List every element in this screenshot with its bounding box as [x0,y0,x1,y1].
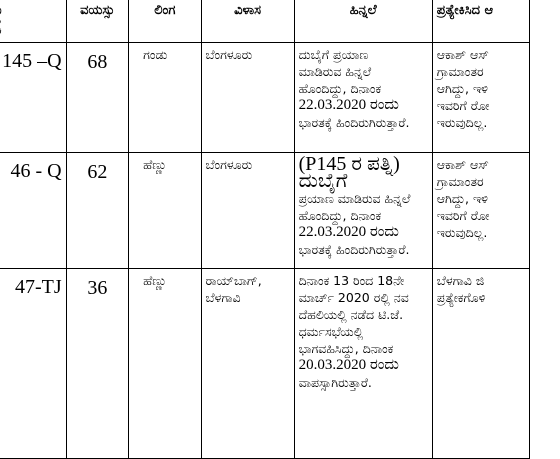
address-line: ಬೆಂಗಳೂರು [205,157,253,172]
address-line: ಬೆಂಗಳೂರು [205,47,253,62]
history-line: ಭಾರತಕ್ಕೆ ಹಿಂದಿರುಗಿರುತ್ತಾರೆ. [298,115,410,130]
history-line: (P145 ರ ಪತ್ನಿ) ದುಬೈಗೆ [298,153,400,192]
header-address: ವಿಳಾಸ [201,0,294,43]
history-line: ಹೊಂದಿದ್ದು, ದಿನಾಂಕ [298,81,382,96]
special-line: ಗ್ರಾಮಾಂತರ [436,174,484,189]
history-line: ವಾಪಸ್ಸಾಗಿರುತ್ತಾರೆ. [298,375,372,390]
patient-age: 62 [66,153,129,269]
history-line: ಭಾಗವಹಿಸಿದ್ದು, ದಿನಾಂಕ [298,341,394,356]
patient-address [201,43,294,153]
patient-gender: ಹೆಣ್ಣು [129,269,201,459]
header-age: ವಯಸ್ಸು [66,0,129,43]
patient-id: 46 - Q [0,153,66,269]
patient-age: 68 [66,43,129,153]
patient-age: 36 [66,269,129,459]
history-line: ಮಾರ್ಚ್ 2020 ರಲ್ಲಿ ನವ [298,290,409,305]
special-line: ಗ್ರಾಮಾಂತರ [436,64,484,79]
special-line: ಪ್ರತ್ಯೇಕಗೊಳಿ [436,290,486,305]
special-line: ಆಗಿದ್ದು, ಇಳಿ [436,81,488,96]
patient-gender: ಗಂಡು [129,43,201,153]
header-id [0,0,66,43]
patient-history [294,43,432,153]
header-special: ಪ್ರತ್ಯೇಕಿಸಿದ ಆ [432,0,529,43]
history-line: 20.03.2020 ರಂದು [298,357,399,373]
patient-special [432,43,529,153]
history-line: ಹೊಂದಿದ್ದು, ದಿನಾಂಕ [298,208,382,223]
special-line: ಇರುವುದಿಲ್ಲ. [436,225,488,240]
history-line: 22.03.2020 ರಂದು [298,97,399,113]
header-row [0,0,530,43]
patient-address [201,153,294,269]
special-line: ಇವರಿಗೆ ರೋ [436,208,490,223]
special-line: ಆಕಾಶ್ ಆಸ್ [436,157,489,172]
history-line: ಮಾಡಿರುವ ಹಿನ್ನಲೆ [298,64,372,79]
header-history: ಹಿನ್ನಲೆ [294,0,432,43]
special-line: ಇವರಿಗೆ ರೋ [436,98,490,113]
patient-special [432,269,529,459]
patient-history [294,269,432,459]
patient-history [294,153,432,269]
history-line: ದುಬೈಗೆ ಪ್ರಯಾಣ [298,47,369,62]
history-line: ಪ್ರಯಾಣ ಮಾಡಿರುವ ಹಿನ್ನಲೆ [298,191,411,206]
header-gender: ಲಿಂಗ [129,0,201,43]
address-line: ರಾಯ್‌ಬಾಗ್, [205,273,262,288]
history-line: ಧರ್ಮಸಭೆಯಲ್ಲಿ [298,324,364,339]
table-row [0,153,530,269]
table-row [0,269,530,459]
history-line: ದೆಹಲಿಯಲ್ಲಿ ನಡೆದ ಟಿ.ಜೆ. [298,307,404,322]
special-line: ಬೆಳಗಾವಿ ಜಿ [436,273,485,288]
history-line: 22.03.2020 ರಂದು [298,224,399,240]
patient-address [201,269,294,459]
patient-id: 145 –Q [0,43,66,153]
history-line: ದಿನಾಂಕ 13 ರಿಂದ 18ನೇ [298,273,405,288]
address-line: ಬೆಳಗಾವಿ [205,290,241,305]
special-line: ಆಕಾಶ್ ಆಸ್ [436,47,489,62]
special-line: ಇರುವುದಿಲ್ಲ. [436,115,488,130]
history-line: ಭಾರತಕ್ಕೆ ಹಿಂದಿರುಗಿರುತ್ತಾರೆ. [298,242,410,257]
special-line: ಆಗಿದ್ದು, ಇಳಿ [436,191,488,206]
patient-gender: ಹೆಣ್ಣು [129,153,201,269]
patient-special [432,153,529,269]
table-row [0,43,530,153]
patient-id: 47-TJ [0,269,66,459]
